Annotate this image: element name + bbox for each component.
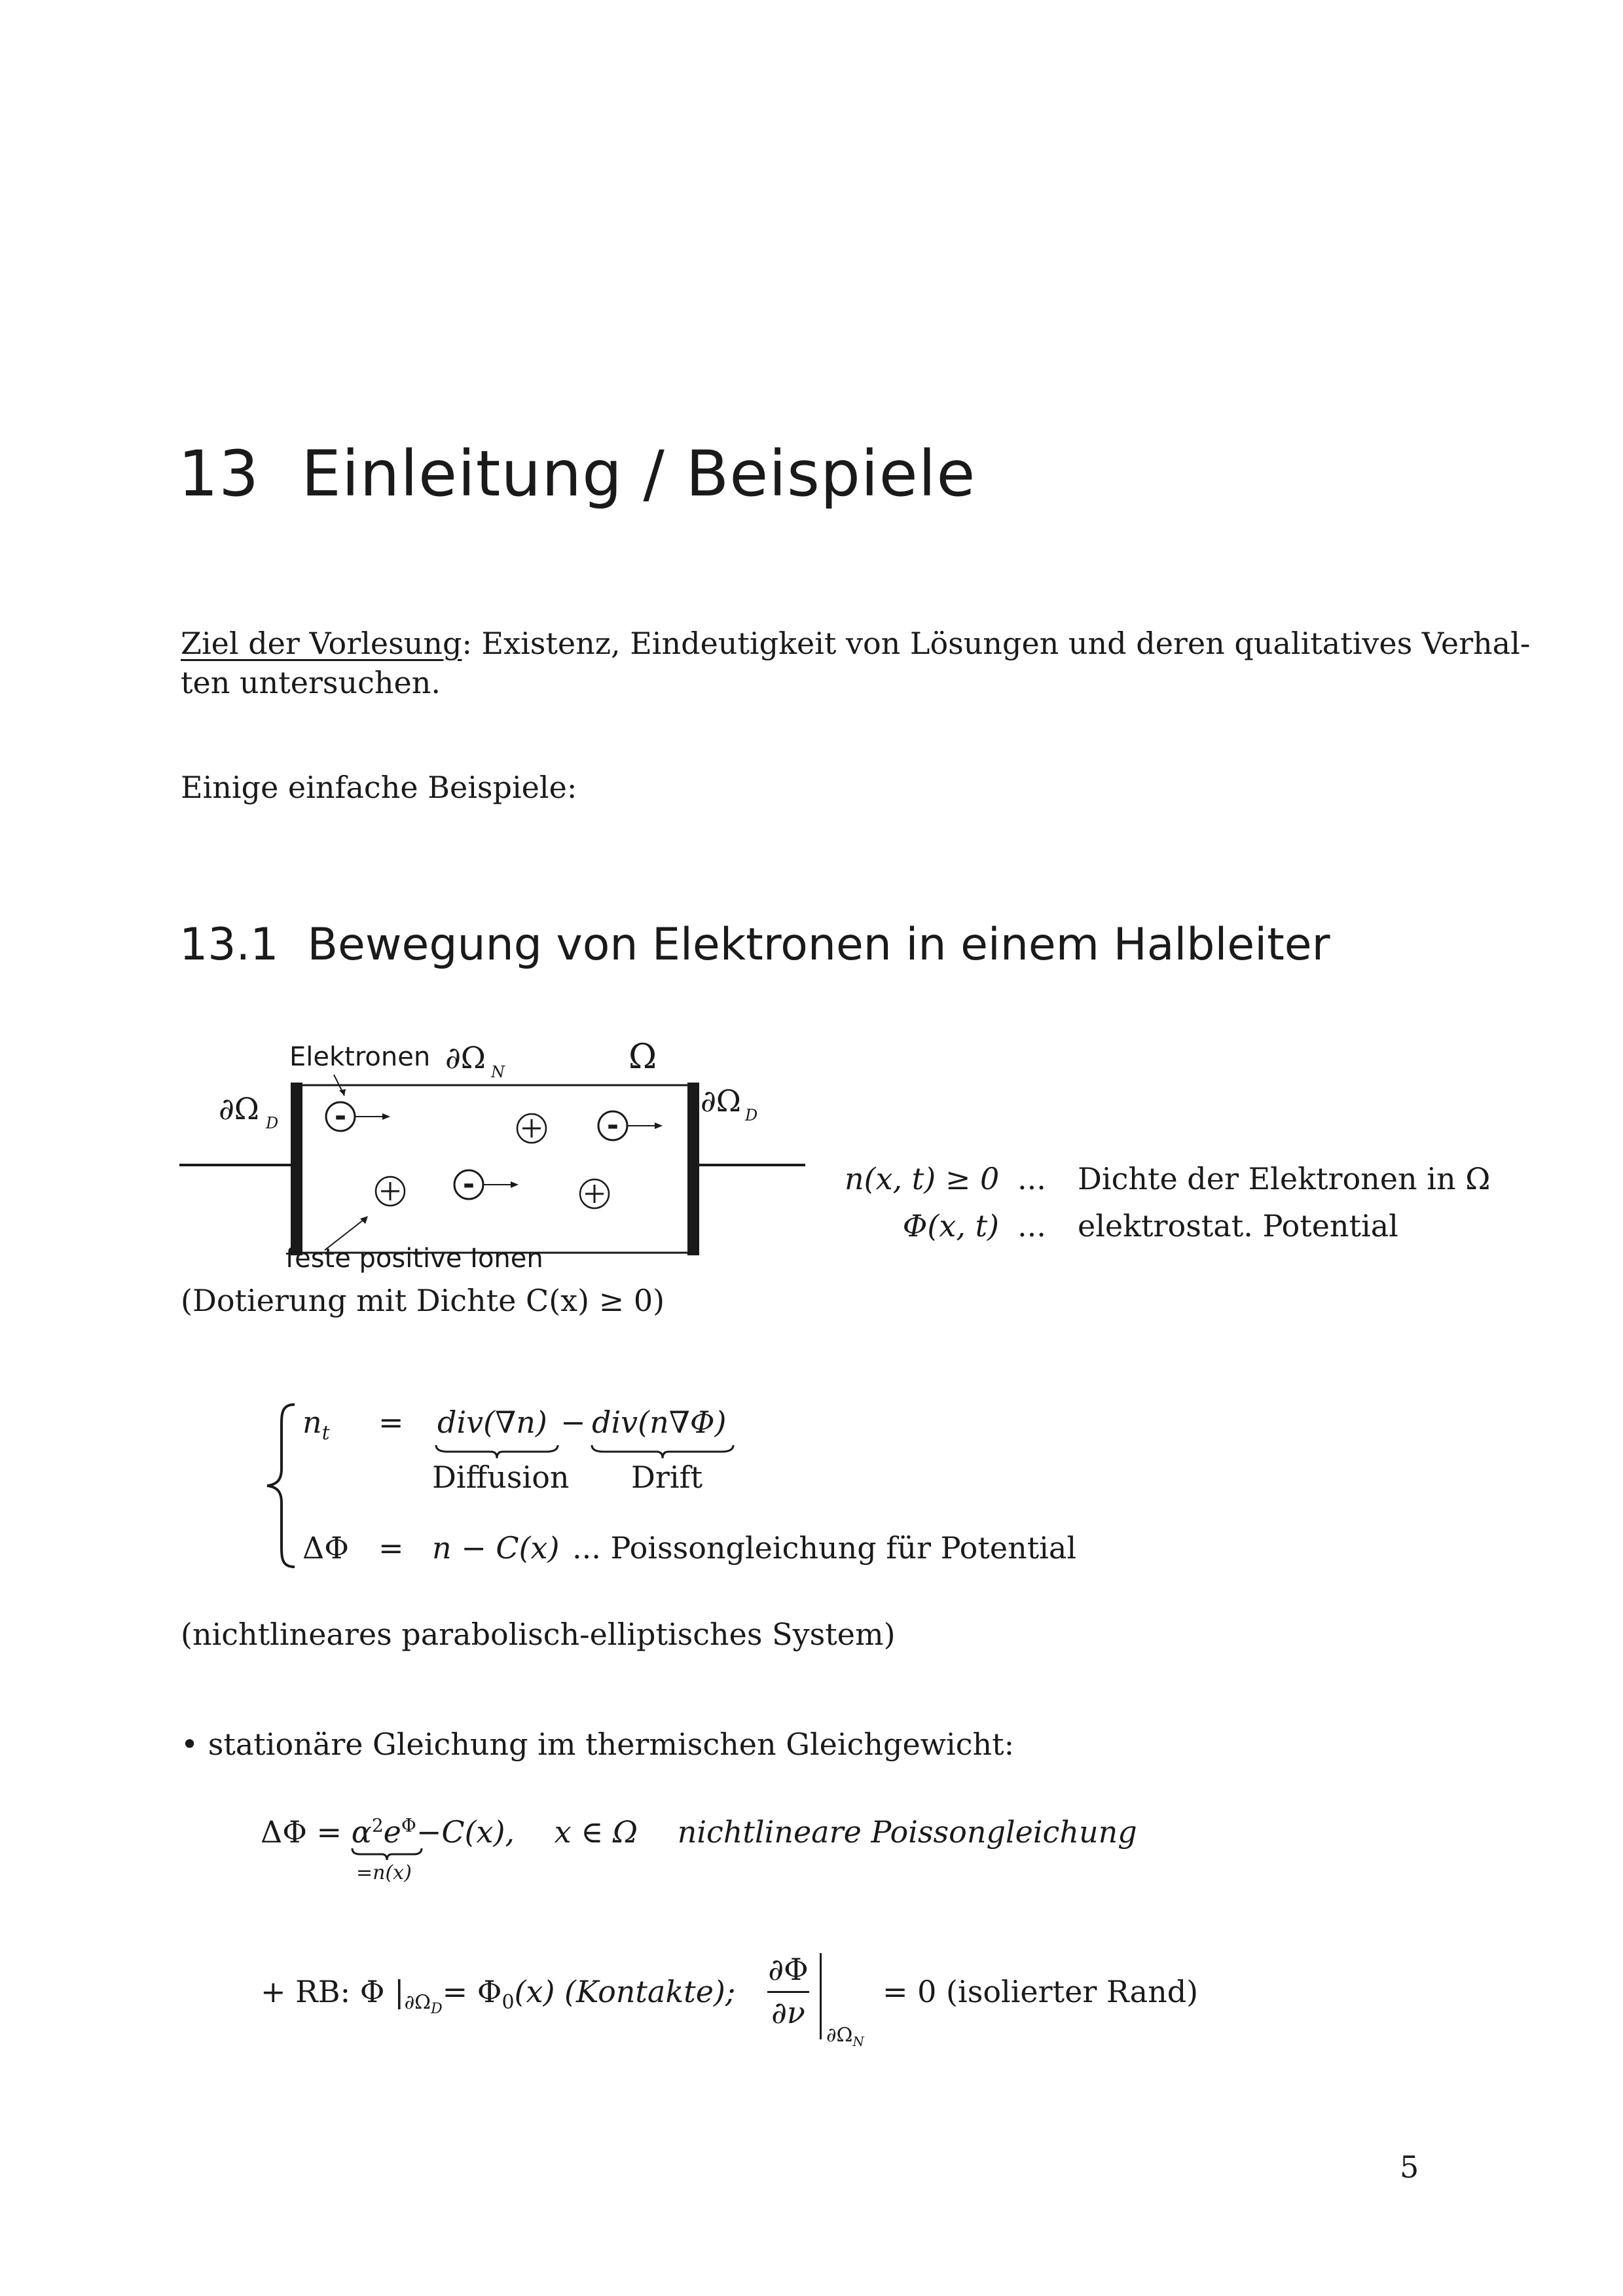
label-boundary-d-left: ∂Ω: [219, 1091, 259, 1126]
eval-sub: $\partial\Omega_N$: [826, 2024, 864, 2049]
def-dots-2: ...: [1017, 1208, 1046, 1244]
eq1-drift-term: div(n∇Φ): [592, 1405, 727, 1440]
boundary-conditions: [261, 1974, 735, 2017]
eq2-lhs: ΔΦ: [302, 1530, 349, 1566]
positive-ion: [376, 1177, 405, 1206]
positive-ion: [517, 1114, 546, 1143]
frac-bar: [767, 1991, 809, 1993]
label-omega: Ω: [629, 1037, 657, 1077]
alpha-exp: 2: [371, 1814, 384, 1837]
exp-e: e: [383, 1814, 401, 1850]
electron: [326, 1100, 390, 1133]
rb-sub1: ∂ΩD: [404, 1991, 443, 2018]
electron: [598, 1109, 663, 1142]
stationary-rest: −C(x),: [416, 1814, 515, 1850]
page-number: 5: [1400, 2149, 1419, 2185]
examples-text: Einige einfache Beispiele:: [181, 770, 577, 805]
electron: [454, 1168, 519, 1201]
svg-text:-: -: [334, 1100, 347, 1133]
stationary-domain: x ∈ Ω: [554, 1814, 638, 1850]
stationary-bullet: • stationäre Gleichung im thermischen Gleichgewicht:: [181, 1727, 1015, 1762]
def-dots-1: ...: [1017, 1161, 1046, 1196]
underbrace-drift: [591, 1444, 735, 1460]
stationary-name: nichtlineare Poissongleichung: [677, 1814, 1137, 1850]
right-contact: [687, 1083, 699, 1255]
eval-bar: [820, 1953, 822, 2039]
rb-mid-rest: (x) (Kontakte);: [514, 1974, 736, 2009]
underbrace-density: [351, 1847, 423, 1861]
def-text-2: elektrostat. Potential: [1078, 1208, 1398, 1244]
svg-text:-: -: [606, 1109, 619, 1142]
electrons-pointer-head: [339, 1089, 346, 1096]
positive-ion: [580, 1179, 609, 1208]
rb-mid-sub: 0: [501, 1991, 515, 2015]
left-contact: [291, 1083, 302, 1255]
system-note: (nichtlineares parabolisch-elliptisches System): [181, 1617, 896, 1652]
eq1-equals: =: [378, 1405, 404, 1440]
label-boundary-d-left-sub: D: [266, 1114, 279, 1132]
section-number: 13.1: [179, 919, 279, 971]
rb-mid: = Φ: [442, 1974, 502, 2009]
eq2-equals: =: [378, 1530, 404, 1566]
section-title: Bewegung von Elektronen in einem Halbleiter: [307, 919, 1330, 971]
underbrace-density-label: =n(x): [356, 1861, 412, 1884]
def-text-1: Dichte der Elektronen in Ω: [1078, 1161, 1491, 1196]
section-heading: [179, 919, 1330, 971]
label-boundary-d-right-sub: D: [745, 1106, 758, 1124]
label-boundary-n-sub: N: [491, 1063, 505, 1081]
goal-text-line2: ten untersuchen.: [181, 665, 441, 700]
boundary-rhs: = 0 (isolierter Rand): [883, 1974, 1199, 2009]
stationary-lhs: ΔΦ =: [261, 1814, 342, 1850]
frac-numerator: ∂Φ: [768, 1952, 809, 1987]
svg-text:-: -: [462, 1168, 475, 1201]
label-boundary-d-right: ∂Ω: [701, 1083, 741, 1119]
goal-text-line1: : Existenz, Eindeutigkeit von Lösungen und deren qualitatives Verhal-: [462, 626, 1531, 661]
chapter-heading: [178, 437, 976, 511]
alpha: α: [351, 1814, 372, 1850]
rb-prefix: + RB: Φ |: [261, 1974, 405, 2009]
goal-label: Ziel der Vorlesung: [181, 626, 462, 661]
def-symbol-1: n(x, t) ≥ 0: [845, 1161, 1000, 1196]
figure-caption: (Dotierung mit Dichte C(x) ≥ 0): [181, 1283, 665, 1318]
semiconductor-figure: [177, 1028, 818, 1289]
def-symbol-2: Φ(x, t): [902, 1208, 999, 1244]
eq1-minus: −: [560, 1405, 586, 1440]
eq1-diffusion-term: div(∇n): [437, 1405, 547, 1440]
frac-denominator: ∂ν: [771, 1995, 805, 2030]
eq2-rhs: n − C(x): [432, 1530, 560, 1566]
label-drift: Drift: [631, 1460, 703, 1495]
intro-line-1: [181, 626, 1530, 661]
chapter-number: 13: [178, 437, 260, 511]
label-ions: feste positive Ionen: [285, 1244, 543, 1274]
eq2-note: ... Poissongleichung für Potential: [572, 1530, 1077, 1566]
label-diffusion: Diffusion: [432, 1460, 570, 1495]
ions-pointer-head: [360, 1216, 368, 1224]
stationary-equation: [261, 1814, 1137, 1850]
chapter-title: Einleitung / Beispiele: [301, 437, 976, 511]
label-boundary-n: ∂Ω: [445, 1040, 486, 1075]
left-brace: [262, 1401, 301, 1571]
eq1-lhs: $n_t$: [302, 1405, 330, 1445]
e-exp: Φ: [401, 1814, 416, 1837]
underbrace-diffusion: [435, 1444, 559, 1460]
label-electrons: Elektronen: [289, 1042, 431, 1072]
